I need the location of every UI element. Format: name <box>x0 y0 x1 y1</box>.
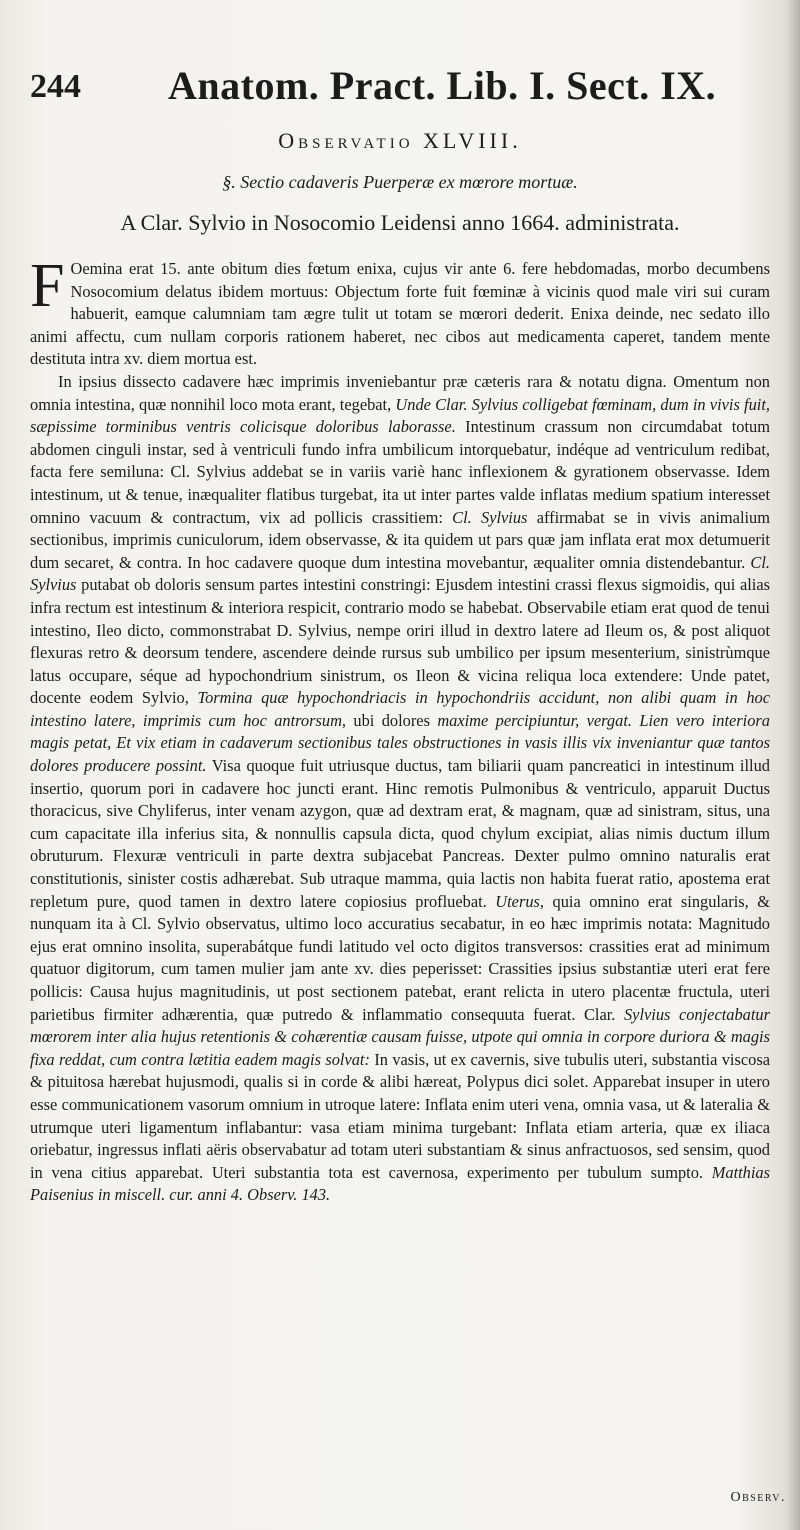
italic-run: Sylvius conjectabatur mœrorem inter alia hujus retentionis & cohærentiæ causam fuisse, utpote qui omnia in corpore duriora & magis fixa reddat, cum contra lætitia eadem magis solvat: <box>30 1004 771 1069</box>
text-run: In ipsius dissecto cadavere hæc imprimis inveniebantur præ cæteris rara & notatu digna. Omentum non omnia intestina, quæ nonnihil loco mota erant, tegebat, <box>30 371 770 414</box>
page-header <box>30 62 770 112</box>
text-run: affirmabat se in vivis animalium sectionibus, imprimis cuniculorum, idem observasse, & ita quidem ut pars quæ jam inflata erat mox detumuerit dum secaret, & contra. In hoc cadavere quoque dum intestina movebantur, æqualiter omnia distendebantur. <box>30 507 770 572</box>
text-run: In vasis, ut ex cavernis, sive tubulis uteri, substantia viscosa & pituitosa hærebat hujusmodi, qualis si in corde & alibi hæreat, Polypus dici solet. Apparebat insuper in utero esse communicationem vasorum omnium in utroque latere: Inflata enim uteri vena, omnia vasa, ut & lateralia & utrumque uteri ligamentum inflabantur: vasa etiam minima turgebant: Inflata etiam arteria, quæ ex iliaca oriebatur, ingressus inflati aëris observabatur ad totam uteri substantiam & sinus anfractuosos, sed sensim, quod in vena citius apparebat. Uteri substantia tota est cavernosa, experimento per tubulum sumpto. <box>30 1049 770 1182</box>
drop-cap: F <box>30 252 65 320</box>
running-head: Anatom. Pract. Lib. I. Sect. IX. <box>168 63 717 108</box>
paragraph-2 <box>30 371 770 1207</box>
italic-run: maxime percipiuntur, vergat. Lien vero interiora magis petat, Et vix etiam in cadaverum sectionibus tales obstructiones in vasis illis vix inveniantur quæ tantos dolores producere possint. <box>30 710 770 776</box>
text-run: ubi dolores <box>353 710 430 730</box>
italic-run: Cl. Sylvius <box>30 552 770 595</box>
italic-run: Tormina quæ hypochondriacis in hypochondriis accidunt, non alibi quam in hoc intestino latere, imprimis cum hoc antrorsum, <box>30 688 770 730</box>
citation: Matthias Paisenius in miscell. cur. anni 4. Observ. 143. <box>30 1162 770 1205</box>
subtitle: A Clar. Sylvio in Nosocomio Leidensi anno 1664. administrata. <box>120 210 680 235</box>
observation-title: Observatio XLVIII. <box>278 128 522 153</box>
page-number: 244 <box>30 68 81 105</box>
section-heading: §. Sectio cadaveris Puerperæ ex mœrore mortuæ. <box>222 172 578 192</box>
paragraph-1 <box>30 252 770 371</box>
text-run: putabat ob doloris sensum partes intestini constringi: Ejusdem intestini crassi flexus sigmoidis, qui alias infra rectum est intestinum & interiora respicit, contrario modo se habebat. Observabile etiam erat quod de tenui intestino, Ileo dicto, commonstrabat D. Sylvius, nempe oriri illud in dextro latere ad Ileum os, & post aliquot flexuras retro & deorsum tendere, ascendere deinde rursus sub umbilico per ipsum mesenterium, sinistrùmque latus occupare, séque ad hypochondrium sinistrum, os Ileon & vicina reliqua loca extendere: Unde patet, docente eodem Sylvio, <box>30 575 770 708</box>
italic-run: Cl. Sylvius <box>452 507 528 527</box>
catchword: Observ. <box>730 1490 786 1505</box>
body-text <box>30 252 771 1207</box>
italic-run: Uterus, <box>495 891 544 911</box>
text-run: quia omnino erat singularis, & nunquam ita à Cl. Sylvio observatus, ultimo loco accuratius secabatur, in eo hæc imprimis notata: Magnitudo ejus erat omnino insolita, superabátque fundi latitudo vel octo digitos transversos: crassities erat ad minimum quatuor digitorum, cum tamen mulier jam ante xv. dies peperisset: Crassities ipsius substantiæ uteri erat fere pollicis: Causa hujus magnitudinis, ut post sectionem patebat, erant relicta in utero placentæ fructula, uteri parietibus firmiter adhærentia, quæ putredo & inflammatio consequuta fuerat. Clar. <box>30 891 770 1024</box>
italic-run: Unde Clar. Sylvius colligebat fœminam, dum in vivis fuit, sæpissime torminibus ventris colicisque doloribus laborasse. <box>30 394 770 437</box>
paragraph-1-text: Oemina erat 15. ante obitum dies fœtum enixa, cujus vir ante 6. fere hebdomadas, morbo decumbens Nosocomium delatus ibidem mortuus: Objectum forte fuit fœminæ à vicinis quod male viri sui curam habuerit, eamque calumniam tam ægre tulit ut totam se mœrori dederit. Enixa deinde, nec sedato illo animi affectu, cum nullam corporis rationem haberet, nec cibos aut medicamenta caperet, tandem mente destituta intra xv. diem mortua est. <box>30 259 770 369</box>
text-run: Intestinum crassum non circumdabat totum abdomen cinguli instar, sed à ventriculi fundo infra umbilicum intorquebatur, indéque ad ventriculum redibat, facta fere semiluna: Cl. Sylvius addebat se in variis variè hanc inflexionem & gyrationem observasse. Idem intestinum, ut & tenue, inæqualiter flatibus turgebat, ita ut inter partes valde inflatas medium spatium interesset omnino vacuum & contractum, vix ad pollicis crassitiem: <box>30 417 770 527</box>
text-run: Visa quoque fuit utriusque ductus, tam biliarii quam pancreatici in intestinum illud insertio, quorum pori in cadavere hoc juncti erant. Hinc remotis Pulmonibus & ventriculo, apparuit Ductus thoracicus, sive Chyliferus, inter venam azygon, quæ ad dextram erat, & magnam, quæ ad sinistram, situs, una cum capacitate illa inferius sita, & nonnullis capsula dicta, quod chylum excipiat, alias nimis ductum illum obruturum. Flexuræ ventriculi in parte dextra subjacebat Pancreas. Dexter pulmo omnino naturalis erat constitutionis, sinister costis adhærebat. Sub utraque mamma, quia lactis non habita fuerat ratio, apostema erat repletum pure, quod tamen in dextro latere copiosius profluebat. <box>30 756 770 911</box>
